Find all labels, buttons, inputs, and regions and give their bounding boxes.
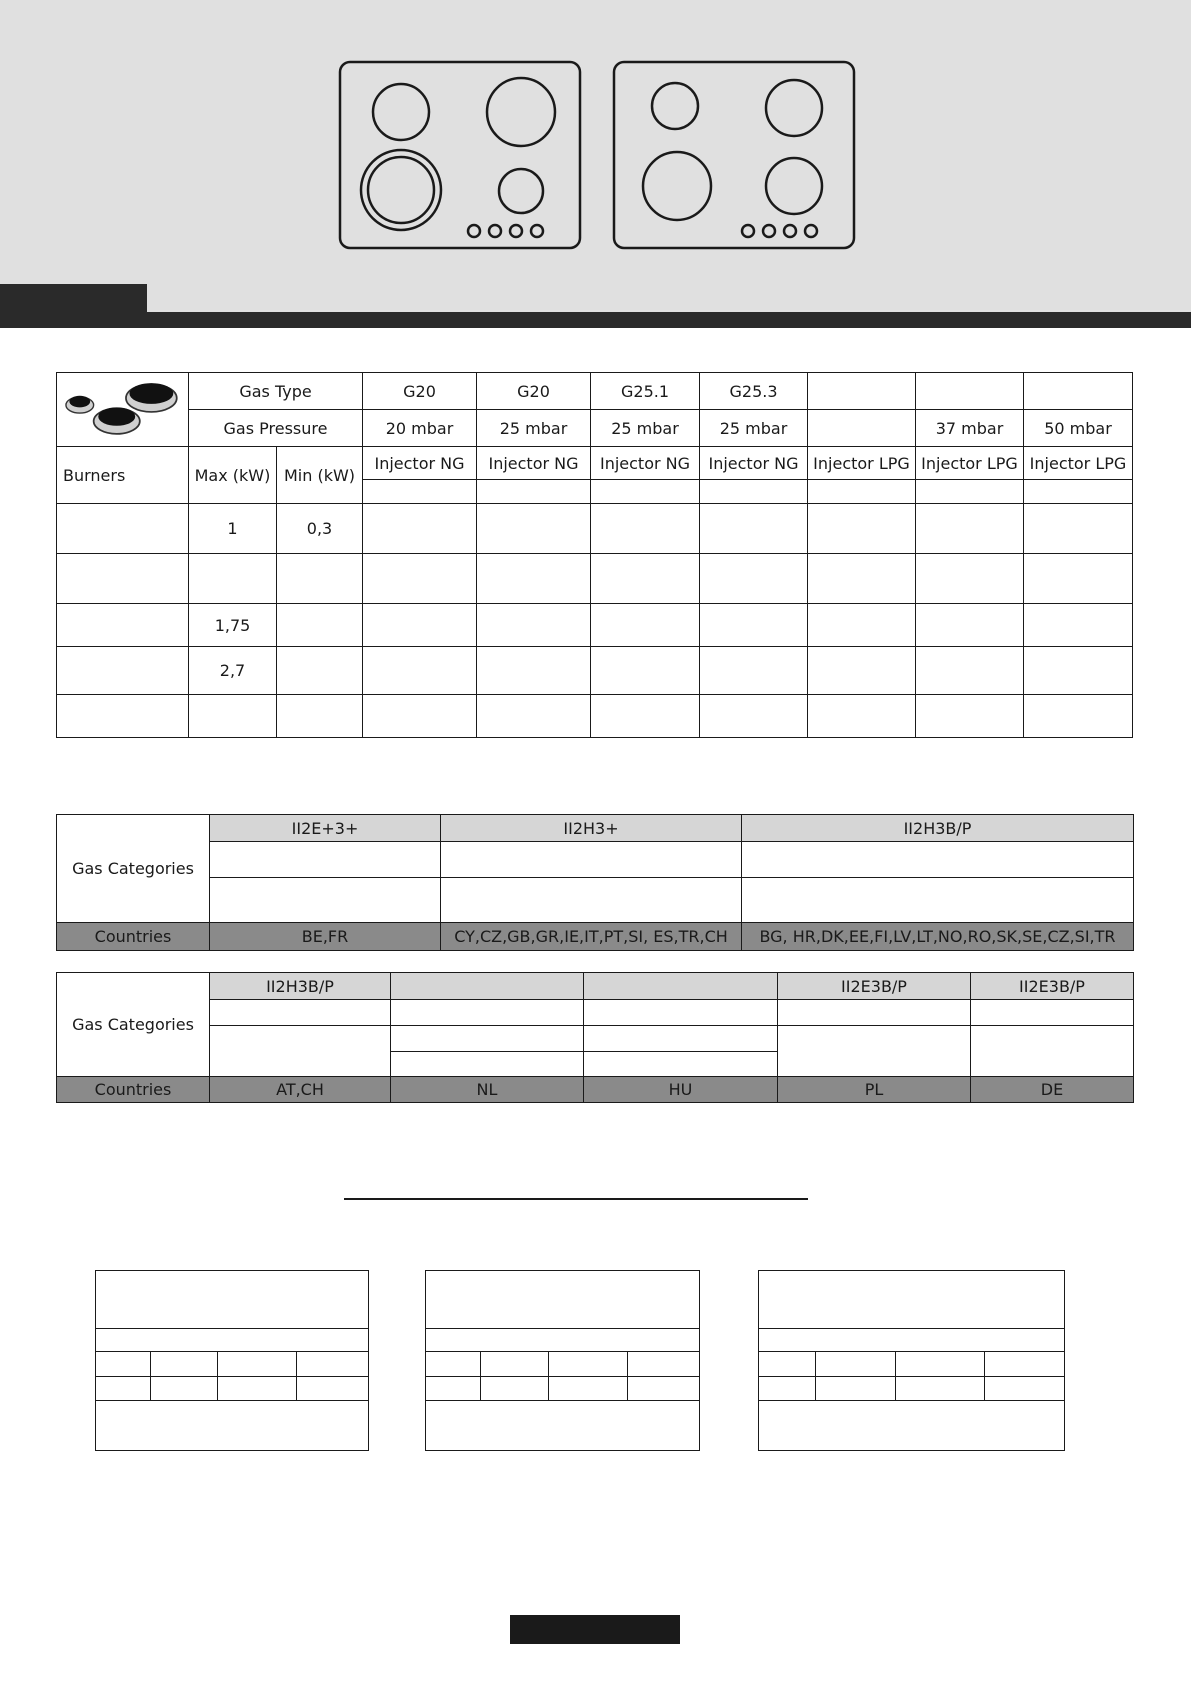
category-cell: II2E+3+ bbox=[210, 815, 441, 842]
divider-line bbox=[344, 1198, 808, 1200]
gas-type-cell bbox=[916, 373, 1024, 410]
countries-cell: HU bbox=[584, 1077, 778, 1103]
min-kw-value bbox=[277, 647, 363, 695]
injector-cell: Injector LPG bbox=[916, 447, 1024, 480]
injector-table bbox=[56, 372, 1133, 738]
gas-type-cell bbox=[1024, 373, 1133, 410]
category-cell bbox=[584, 973, 778, 1000]
max-kw-label: Max (kW) bbox=[189, 447, 277, 504]
countries-cell: AT,CH bbox=[210, 1077, 391, 1103]
gas-type-cell: G20 bbox=[477, 373, 591, 410]
gas-categories-label: Gas Categories bbox=[57, 973, 210, 1077]
min-kw-value bbox=[277, 604, 363, 647]
pressure-cell: 25 mbar bbox=[591, 410, 700, 447]
rating-plate-3 bbox=[758, 1270, 1065, 1451]
countries-cell: BG, HR,DK,EE,FI,LV,LT,NO,RO,SK,SE,CZ,SI,TR bbox=[742, 923, 1134, 951]
min-kw-value bbox=[277, 554, 363, 604]
injector-cell: Injector NG bbox=[700, 447, 808, 480]
table-row bbox=[57, 695, 1133, 738]
gas-type-cell: G20 bbox=[363, 373, 477, 410]
category-cell: II2H3+ bbox=[441, 815, 742, 842]
hob-4-burner-wok-icon bbox=[340, 62, 580, 248]
gas-type-cell: G25.3 bbox=[700, 373, 808, 410]
gas-categories-table-1 bbox=[56, 814, 1134, 951]
table-row bbox=[57, 504, 1133, 554]
gas-type-cell bbox=[808, 373, 916, 410]
page-number-bar bbox=[510, 1615, 680, 1644]
countries-cell: CY,CZ,GB,GR,IE,IT,PT,SI, ES,TR,CH bbox=[441, 923, 742, 951]
gas-type-cell: G25.1 bbox=[591, 373, 700, 410]
section-bar bbox=[0, 312, 1191, 328]
pressure-cell: 20 mbar bbox=[363, 410, 477, 447]
pressure-cell: 37 mbar bbox=[916, 410, 1024, 447]
pressure-cell: 25 mbar bbox=[477, 410, 591, 447]
hob-diagrams bbox=[0, 0, 1191, 260]
gas-categories-table-2 bbox=[56, 972, 1134, 1103]
countries-label: Countries bbox=[57, 923, 210, 951]
category-cell bbox=[391, 973, 584, 1000]
pressure-cell: 25 mbar bbox=[700, 410, 808, 447]
category-cell: II2H3B/P bbox=[742, 815, 1134, 842]
category-cell: II2E3B/P bbox=[971, 973, 1134, 1000]
gas-pressure-label: Gas Pressure bbox=[189, 410, 363, 447]
injector-cell: Injector LPG bbox=[1024, 447, 1133, 480]
countries-cell: NL bbox=[391, 1077, 584, 1103]
countries-cell: PL bbox=[778, 1077, 971, 1103]
burners-label: Burners bbox=[57, 447, 189, 504]
category-cell: II2E3B/P bbox=[778, 973, 971, 1000]
injector-cell: Injector LPG bbox=[808, 447, 916, 480]
table-row bbox=[57, 554, 1133, 604]
table-row bbox=[57, 647, 1133, 695]
gas-type-label: Gas Type bbox=[189, 373, 363, 410]
pressure-cell: 50 mbar bbox=[1024, 410, 1133, 447]
table-row bbox=[57, 604, 1133, 647]
injector-cell: Injector NG bbox=[591, 447, 700, 480]
max-kw-value bbox=[189, 554, 277, 604]
max-kw-value: 1 bbox=[189, 504, 277, 554]
max-kw-value bbox=[189, 695, 277, 738]
rating-plate-1 bbox=[95, 1270, 369, 1451]
burners-picture bbox=[57, 373, 189, 447]
category-cell: II2H3B/P bbox=[210, 973, 391, 1000]
burner-caps-icon bbox=[59, 375, 186, 444]
min-kw-value: 0,3 bbox=[277, 504, 363, 554]
injector-cell: Injector NG bbox=[363, 447, 477, 480]
max-kw-value: 1,75 bbox=[189, 604, 277, 647]
min-kw-value bbox=[277, 695, 363, 738]
countries-cell: BE,FR bbox=[210, 923, 441, 951]
gas-categories-label: Gas Categories bbox=[57, 815, 210, 923]
rating-plate-2 bbox=[425, 1270, 700, 1451]
pressure-cell bbox=[808, 410, 916, 447]
hob-4-burner-icon bbox=[614, 62, 854, 248]
max-kw-value: 2,7 bbox=[189, 647, 277, 695]
countries-label: Countries bbox=[57, 1077, 210, 1103]
injector-cell: Injector NG bbox=[477, 447, 591, 480]
countries-cell: DE bbox=[971, 1077, 1134, 1103]
min-kw-label: Min (kW) bbox=[277, 447, 363, 504]
